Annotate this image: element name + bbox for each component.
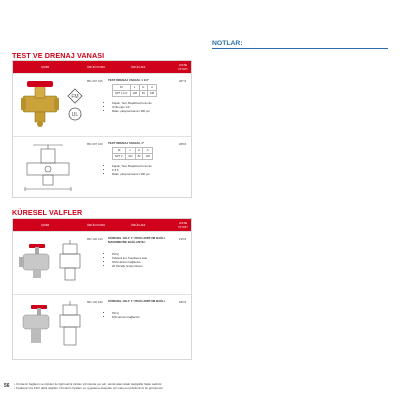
- ball-valve-gauge-image: [19, 242, 53, 282]
- footer-notes: [14, 382, 164, 390]
- table-row: [13, 136, 191, 197]
- feature-list: • Kapalı, Test, Boşaltma Konumlu • K 5.6 • Maks. çalışma basıncı 300 psi: [108, 164, 170, 176]
- col-header-price: LİSTE FİYATI: [178, 221, 188, 229]
- product-name: TEST DRENAJ VANASI, 1 1/4": [108, 78, 149, 82]
- col-header-image: ÇİZİM: [41, 65, 50, 69]
- footer-line: • Ürünlerin bağlantı ve ölçüleri ile ilgili teknik ölçüler çizimlerde yer alır, teknik alanındaki değişiklik hakkı saklıdır.: [14, 382, 163, 386]
- product-name: TEST DRENAJ VANASI, 1": [108, 141, 145, 145]
- product-desc: [108, 78, 170, 113]
- col-header-image: ÇİZİM: [41, 223, 50, 227]
- table-header: [13, 219, 191, 231]
- certification-badges: [67, 88, 83, 124]
- dimension-table: DI L H A NPT 1" 102 82 128: [110, 147, 153, 160]
- dimension-table: DI L H A NPT 1 1/4" 108 83 138: [110, 84, 157, 97]
- table-row: [13, 231, 191, 294]
- product-price: 267 €: [179, 79, 186, 83]
- col-header-price: LİSTE FİYATI: [178, 63, 188, 71]
- test-drain-table: [12, 60, 192, 198]
- product-desc: [108, 141, 170, 176]
- section-title-test-drain: TEST VE DRENAJ VANASI: [12, 51, 105, 60]
- section-title-ball-valves: KÜRESEL VALFLER: [12, 208, 83, 217]
- col-header-code: ÜRÜN KODU: [87, 223, 106, 227]
- ball-valve-hose-image: [19, 303, 53, 347]
- product-code: 851 007 015: [87, 79, 103, 83]
- ul-badge-text: UL: [71, 112, 79, 118]
- test-drain-valve-image: [21, 80, 65, 128]
- feature-list: • Kapalı, Test, Boşaltma Konumlu • Orifis çapı 1/2" • Maks. çalışma basıncı 300 psi: [108, 101, 170, 113]
- product-price: 215 €: [179, 237, 186, 241]
- feature-list: • Pirinç • Kelebek kol, Tespitleme kolu • NSS Hortum bağlantısı • 20 Panelik hortup fiksesi: [108, 252, 170, 268]
- product-name: KÜRESEL VALF 1" PN16 HORTUM BAĞLI: [108, 299, 165, 303]
- table-row: [13, 73, 191, 136]
- notes-title: NOTLAR:: [212, 40, 243, 47]
- product-name: KÜRESEL VALF 1" PN16 HORTUM BAĞLI MANOMETRE BAĞLANTILI: [108, 236, 165, 244]
- valve-technical-drawing: [23, 141, 73, 193]
- product-code: 852 102 040: [87, 300, 103, 304]
- fm-badge-text: FM: [71, 94, 79, 100]
- page-number: 56: [4, 383, 10, 389]
- product-code: 852 102 014: [87, 237, 103, 241]
- table-row: [13, 294, 191, 359]
- footer-line: • Fiyatlarımıza KDV dahil değildir. Ürünlerin fiyatları ve uygulama detayları için satış temsilcilerimiz ile görüşünüz.: [14, 386, 164, 390]
- notes-divider: [212, 48, 388, 49]
- col-header-desc: ÜRÜN ADI: [131, 223, 146, 227]
- col-header-code: ÜRÜN KODU: [87, 65, 106, 69]
- product-price: 268 €: [179, 142, 186, 146]
- product-code: 851 007 100: [87, 142, 103, 146]
- ball-valve-hose-drawing: [57, 301, 83, 349]
- ball-valve-drawing: [57, 240, 83, 286]
- product-desc: [108, 299, 170, 319]
- product-price: 180 €: [179, 300, 186, 304]
- col-header-desc: ÜRÜN ADI: [131, 65, 146, 69]
- ball-valves-table: [12, 218, 192, 360]
- product-desc: [108, 236, 170, 268]
- feature-list: • Pirinç • DIN Hortum bağlantısı: [108, 311, 170, 319]
- table-header: [13, 61, 191, 73]
- page-footer: [4, 382, 396, 394]
